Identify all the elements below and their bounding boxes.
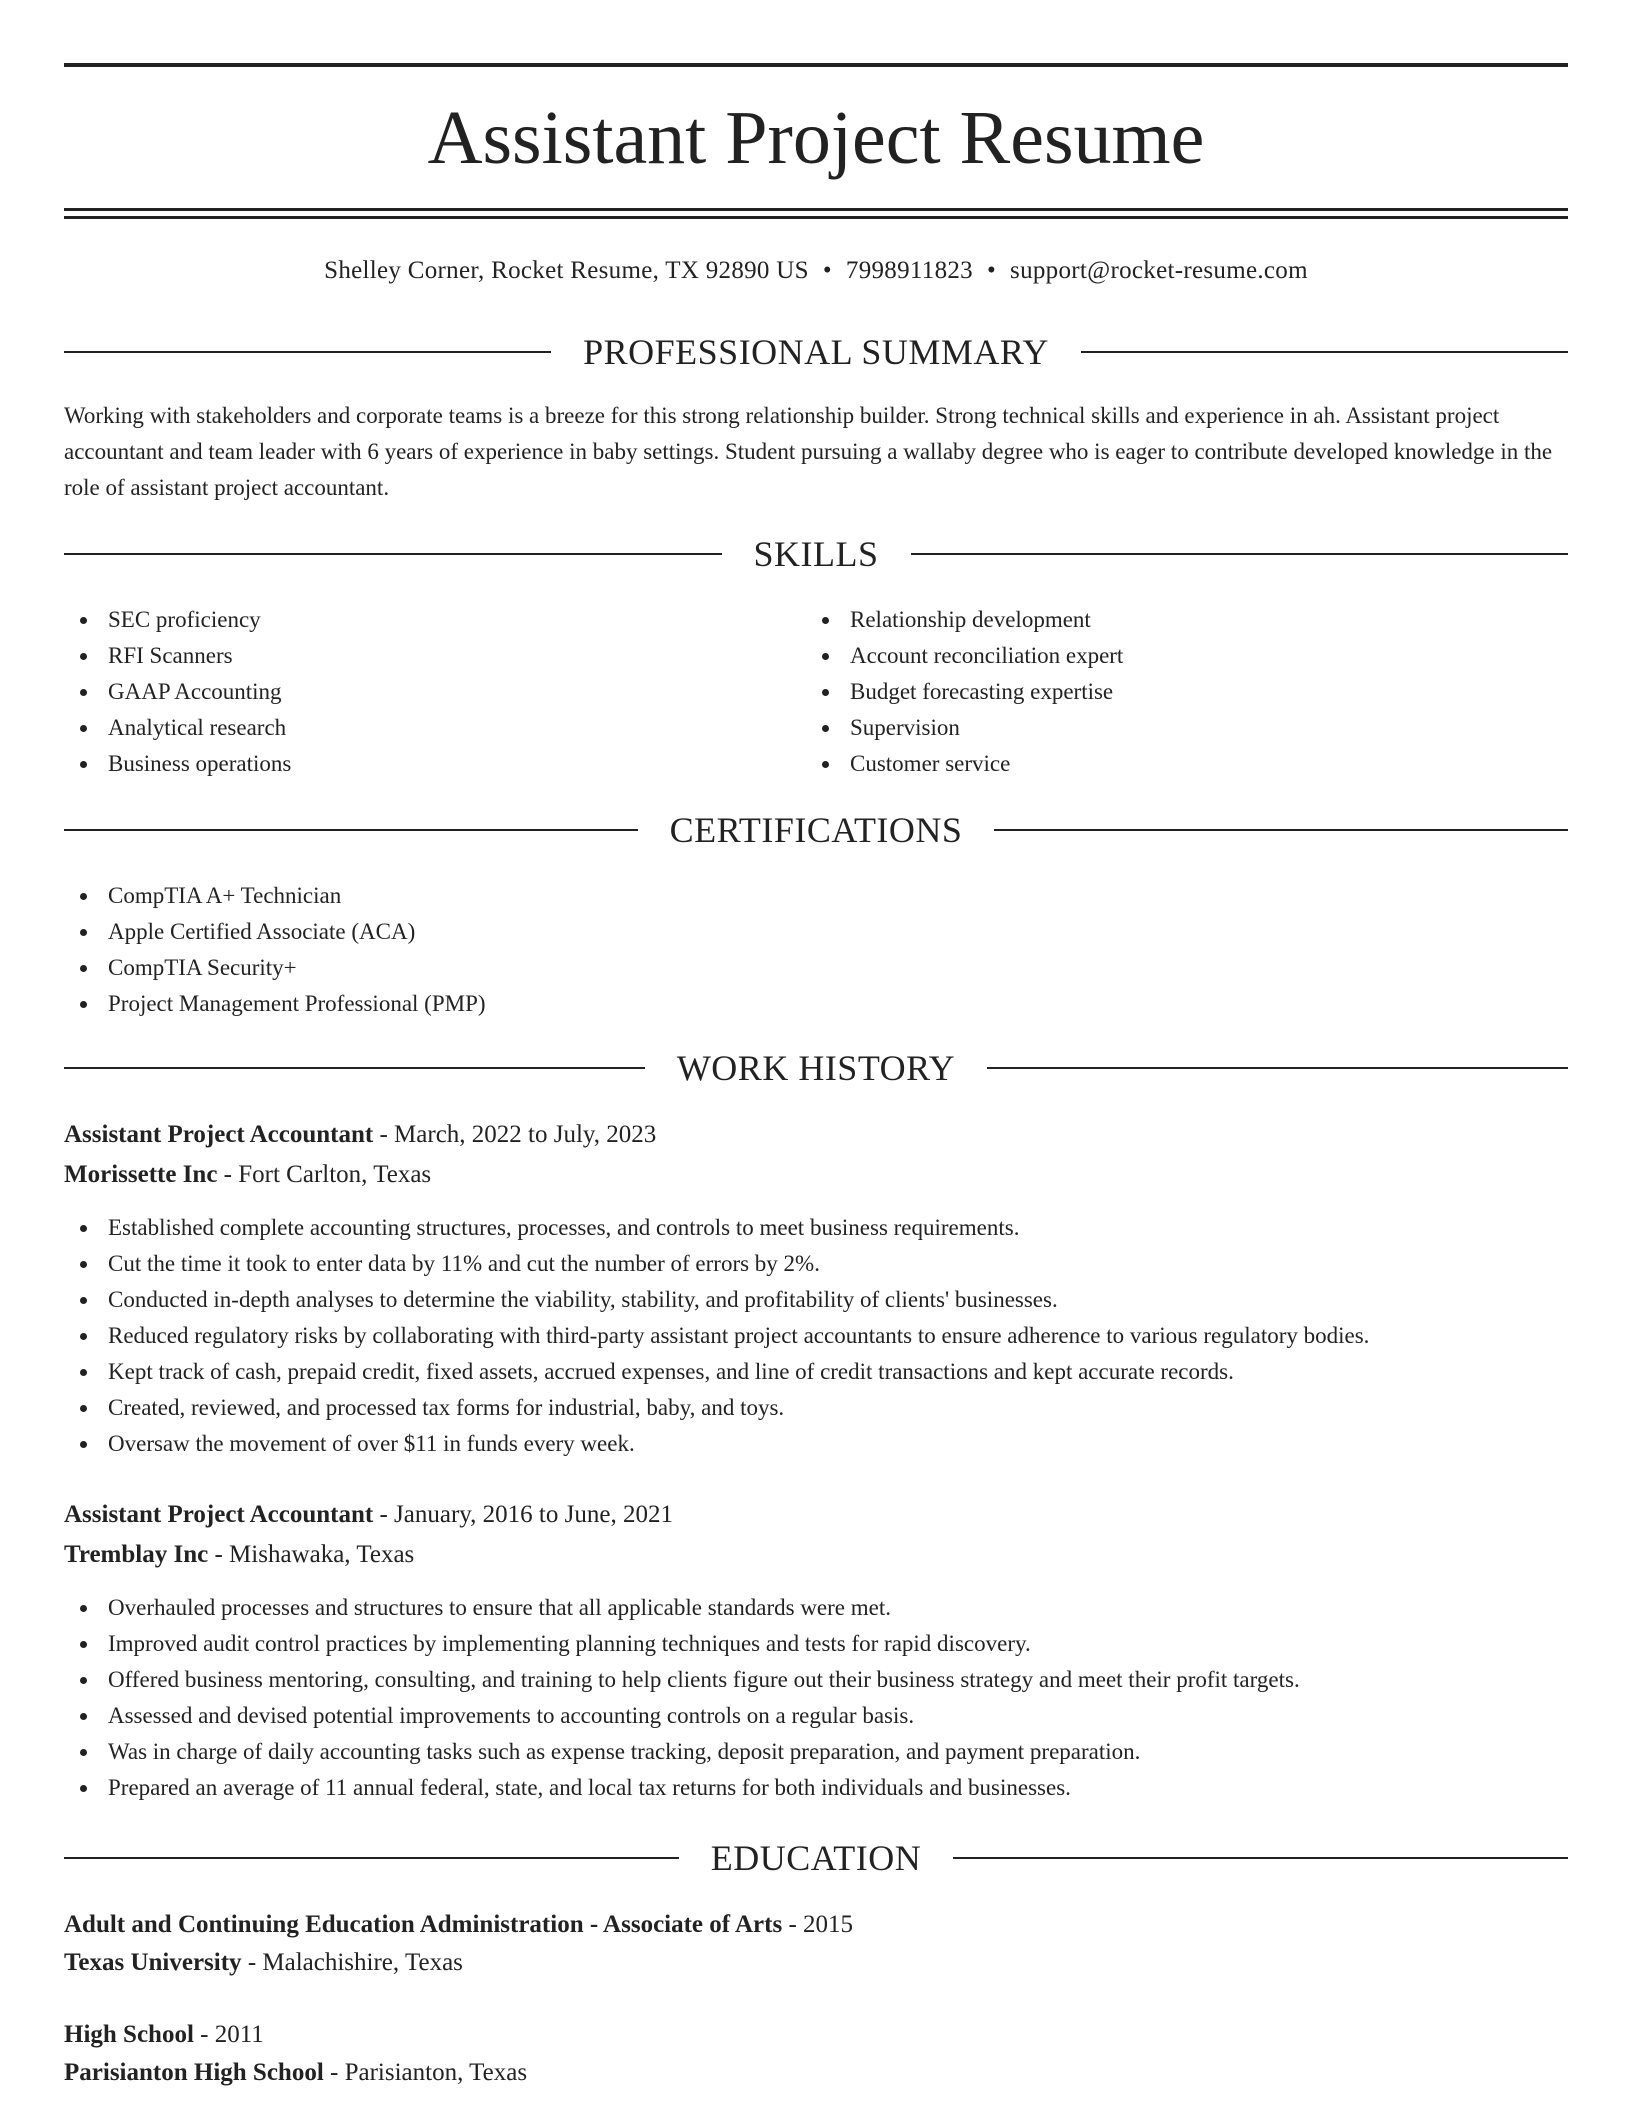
job-location: - Fort Carlton, Texas — [217, 1161, 432, 1188]
contact-separator: • — [986, 257, 997, 284]
education-school: Texas University — [64, 1949, 242, 1976]
job-bullet: Established complete accounting structures, processes, and controls to meet business requirements. — [64, 1210, 1369, 1246]
job-dates: - March, 2022 to July, 2023 — [373, 1121, 657, 1148]
job-company-line — [64, 1536, 414, 1574]
skills-list-left — [64, 602, 291, 782]
education-year: - 2015 — [782, 1911, 854, 1938]
education-school-line — [64, 2054, 527, 2092]
contact-email: support@rocket-resume.com — [1010, 257, 1308, 284]
job-title: Assistant Project Accountant — [64, 1501, 374, 1528]
job-bullet: Was in charge of daily accounting tasks such as expense tracking, deposit preparation, and payment preparation. — [64, 1734, 1300, 1770]
job-title-line — [64, 1116, 656, 1154]
skill-item: Account reconciliation expert — [806, 638, 1123, 674]
resume-title: Assistant Project Resume — [427, 96, 1205, 180]
skill-item: Analytical research — [64, 710, 291, 746]
education-school-line — [64, 1944, 463, 1982]
job-bullets — [64, 1590, 1300, 1806]
certification-item: Project Management Professional (PMP) — [64, 986, 486, 1022]
heading-rule — [994, 829, 1568, 831]
job-bullet: Offered business mentoring, consulting, and training to help clients figure out their business strategy and meet their profit targets. — [64, 1662, 1300, 1698]
title-double-rule-lower — [64, 216, 1568, 219]
education-school: Parisianton High School — [64, 2059, 324, 2086]
contact-phone: 7998911823 — [845, 257, 973, 284]
education-degree: Adult and Continuing Education Administration - Associate of Arts — [64, 1911, 783, 1938]
job-bullet: Reduced regulatory risks by collaborating with third-party assistant project accountants to ensure adherence to various regulatory bodies. — [64, 1318, 1369, 1354]
education-year: - 2011 — [193, 2021, 264, 2048]
education-location: - Parisianton, Texas — [323, 2059, 528, 2086]
heading-rule — [64, 829, 638, 831]
skill-item: Business operations — [64, 746, 291, 782]
job-location: - Mishawaka, Texas — [208, 1541, 415, 1568]
skill-item: Supervision — [806, 710, 1123, 746]
section-title: CERTIFICATIONS — [669, 810, 963, 850]
job-bullet: Created, reviewed, and processed tax forms for industrial, baby, and toys. — [64, 1390, 1369, 1426]
heading-rule — [64, 351, 551, 353]
job-bullet: Improved audit control practices by implementing planning techniques and tests for rapid discovery. — [64, 1626, 1300, 1662]
job-company: Morissette Inc — [64, 1161, 218, 1188]
skill-item: SEC proficiency — [64, 602, 291, 638]
contact-line — [64, 254, 1568, 288]
heading-rule — [64, 1857, 679, 1859]
job-bullet: Overhauled processes and structures to ensure that all applicable standards were met. — [64, 1590, 1300, 1626]
section-heading-work-history — [64, 1046, 1568, 1090]
job-bullet: Conducted in-depth analyses to determine the viability, stability, and profitability of clients' businesses. — [64, 1282, 1369, 1318]
education-degree-line — [64, 2016, 264, 2054]
job-bullets — [64, 1210, 1369, 1462]
section-title: PROFESSIONAL SUMMARY — [583, 332, 1049, 372]
certification-item: Apple Certified Associate (ACA) — [64, 914, 486, 950]
skill-item: Budget forecasting expertise — [806, 674, 1123, 710]
skill-item: Customer service — [806, 746, 1123, 782]
skills-list-right — [806, 602, 1123, 782]
section-title: SKILLS — [753, 534, 879, 574]
heading-rule — [987, 1067, 1568, 1069]
job-bullet: Assessed and devised potential improvements to accounting controls on a regular basis. — [64, 1698, 1300, 1734]
education-degree-line — [64, 1906, 853, 1944]
job-company: Tremblay Inc — [64, 1541, 209, 1568]
section-heading-skills — [64, 532, 1568, 576]
contact-separator: • — [822, 257, 832, 284]
section-heading-summary — [64, 330, 1568, 374]
section-title: WORK HISTORY — [676, 1048, 956, 1088]
top-rule — [64, 63, 1568, 67]
heading-rule — [64, 1067, 645, 1069]
certifications-list — [64, 878, 486, 1022]
section-heading-certifications — [64, 808, 1568, 852]
job-dates: - January, 2016 to June, 2021 — [373, 1501, 673, 1528]
job-bullet: Oversaw the movement of over $11 in funds every week. — [64, 1426, 1369, 1462]
education-degree: High School — [64, 2021, 194, 2048]
heading-rule — [953, 1857, 1568, 1859]
heading-rule — [64, 553, 722, 555]
title-double-rule-upper — [64, 208, 1568, 211]
summary-text: Working with stakeholders and corporate teams is a breeze for this strong relationship builder. Strong technical skills and experience in ah. Assistant project accountant and team leader with 6 years of experience in baby settings. Student pursuing a wallaby degree who is eager to contribute developed knowledge in the role of assistant project accountant. — [64, 403, 1553, 500]
job-company-line — [64, 1156, 431, 1194]
certification-item: CompTIA Security+ — [64, 950, 486, 986]
certification-item: CompTIA A+ Technician — [64, 878, 486, 914]
job-title-line — [64, 1496, 673, 1534]
contact-address: Shelley Corner, Rocket Resume, TX 92890 US — [324, 257, 809, 284]
heading-rule — [1081, 351, 1568, 353]
skill-item: GAAP Accounting — [64, 674, 291, 710]
heading-rule — [911, 553, 1569, 555]
education-location: - Malachishire, Texas — [241, 1949, 463, 1976]
job-bullet: Prepared an average of 11 annual federal, state, and local tax returns for both individuals and businesses. — [64, 1770, 1300, 1806]
job-title: Assistant Project Accountant — [64, 1121, 374, 1148]
section-title: EDUCATION — [710, 1838, 922, 1878]
skill-item: RFI Scanners — [64, 638, 291, 674]
job-bullet: Cut the time it took to enter data by 11% and cut the number of errors by 2%. — [64, 1246, 1369, 1282]
job-bullet: Kept track of cash, prepaid credit, fixed assets, accrued expenses, and line of credit transactions and kept accurate records. — [64, 1354, 1369, 1390]
section-heading-education — [64, 1836, 1568, 1880]
skill-item: Relationship development — [806, 602, 1123, 638]
